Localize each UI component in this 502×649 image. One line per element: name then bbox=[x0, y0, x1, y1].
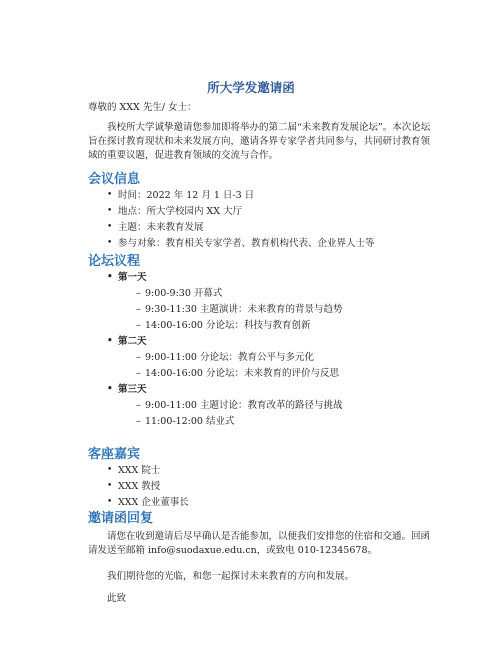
agenda-session: – 9:30-11:30 主题演讲：未来教育的背景与趋势 bbox=[88, 303, 434, 319]
meeting-info-list bbox=[88, 189, 434, 253]
meeting-item-participants: • 参与对象：教育相关专家学者、教育机构代表、企业界人士等 bbox=[88, 237, 434, 253]
meeting-item-location: • 地点：所大学校园内 XX 大厅 bbox=[88, 205, 434, 221]
greeting: 尊敬的 XXX 先生/ 女士： bbox=[88, 102, 197, 113]
meeting-item-time: • 时间：2022 年 12 月 1 日-3 日 bbox=[88, 189, 434, 205]
agenda-day-2: • 第二天 bbox=[88, 335, 434, 351]
agenda-session: – 9:00-9:30 开幕式 bbox=[88, 287, 434, 303]
intro-paragraph: 我校所大学诚挚邀请您参加即将举办的第二届“未来教育发展论坛”。本次论坛旨在探讨教育现状和未来发展方向，邀请各界专家学者共同参与，共同研讨教育领域的重要议题，促进教育领域的交流与合作。 bbox=[88, 122, 431, 161]
guest-item: • XXX 教授 bbox=[88, 480, 434, 496]
meeting-item-theme: • 主题：未来教育发展 bbox=[88, 221, 434, 237]
reply-heading: 邀请函回复 bbox=[88, 511, 154, 526]
guests-list bbox=[88, 464, 434, 512]
agenda-list bbox=[88, 271, 434, 431]
agenda-session: – 11:00-12:00 结业式 bbox=[88, 415, 434, 431]
agenda-session: – 14:00-16:00 分论坛：未来教育的评价与反思 bbox=[88, 367, 434, 383]
reply-paragraph: 请您在收到邀请后尽早确认是否能参加，以便我们安排您的住宿和交通。回函请发送至邮箱 info@suodaxue.edu.cn，或致电 010-12345678。 bbox=[88, 531, 431, 556]
document-title: 所大学发邀请函 bbox=[207, 80, 295, 95]
sign-off: 此致 bbox=[107, 593, 127, 604]
agenda-day-1: • 第一天 bbox=[88, 271, 434, 287]
guests-heading: 客座嘉宾 bbox=[88, 447, 141, 462]
guest-item: • XXX 企业董事长 bbox=[88, 496, 434, 512]
agenda-session: – 14:00-16:00 分论坛：科技与教育创新 bbox=[88, 319, 434, 335]
agenda-heading: 论坛议程 bbox=[88, 254, 141, 269]
closing-line: 我们期待您的光临，和您一起探讨未来教育的方向和发展。 bbox=[107, 571, 355, 582]
agenda-day-3: • 第三天 bbox=[88, 383, 434, 399]
agenda-session: – 9:00-11:00 分论坛：教育公平与多元化 bbox=[88, 351, 434, 367]
agenda-session: – 9:00-11:00 主题讨论：教育改革的路径与挑战 bbox=[88, 399, 434, 415]
meeting-info-heading: 会议信息 bbox=[88, 172, 141, 187]
guest-item: • XXX 院士 bbox=[88, 464, 434, 480]
